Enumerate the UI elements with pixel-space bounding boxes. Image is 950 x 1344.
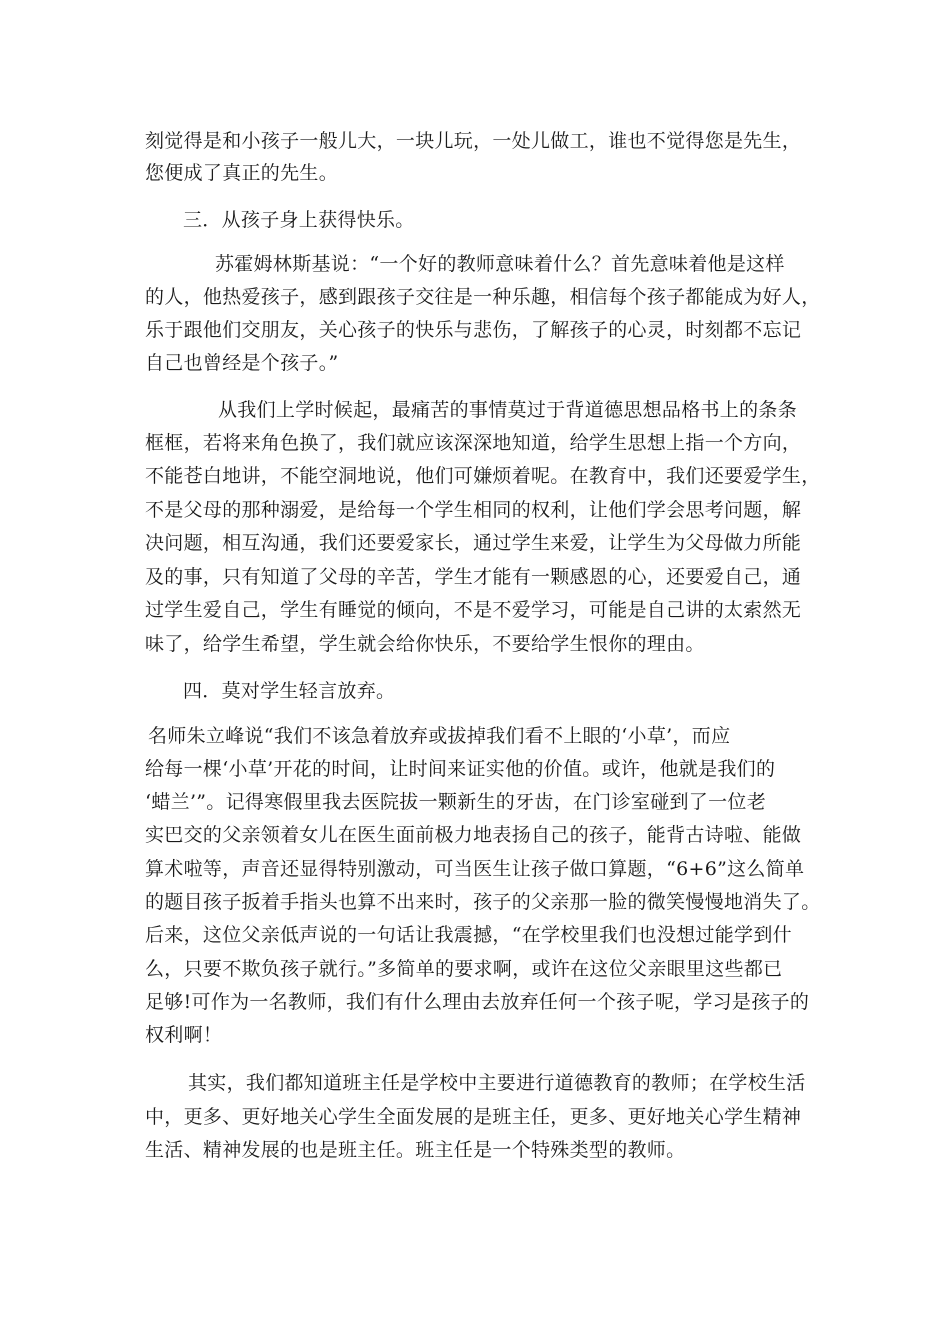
paragraph-line: 不能苍白地讲，不能空洞地说，他们可嫌烦着呢。在教育中，我们还要爱学生， [145, 465, 821, 487]
paragraph-line: 味了，给学生希望，学生就会给你快乐，不要给学生恨你的理由。 [145, 633, 705, 655]
paragraph-line: 中，更多、更好地关心学生全面发展的是班主任，更多、更好地关心学生精神 [145, 1106, 802, 1128]
paragraph-line: 名师朱立峰说“我们不该急着放弃或拔掉我们看不上眼的‘小草’，而应 [148, 725, 731, 747]
paragraph-line: 不是父母的那种溺爱，是给每一个学生相同的权利，让他们学会思考问题，解 [145, 499, 802, 521]
section-heading: 三．从孩子身上获得快乐。 [183, 209, 415, 231]
paragraph-line: 实巴交的父亲领着女儿在医生面前极力地表扬自己的孩子，能背古诗啦、能做 [145, 824, 802, 846]
paragraph-line: 从我们上学时候起，最痛苦的事情莫过于背道德思想品格书上的条条 [218, 399, 798, 421]
paragraph-line: 过学生爱自己，学生有睡觉的倾向，不是不爱学习，可能是自己讲的太索然无 [145, 599, 802, 621]
paragraph-line: ‘蜡兰’”。记得寒假里我去医院拔一颗新生的牙齿，在门诊室碰到了一位老 [145, 791, 766, 813]
section-heading: 四．莫对学生轻言放弃。 [183, 680, 396, 702]
paragraph-line: 乐于跟他们交朋友，关心孩子的快乐与悲伤，了解孩子的心灵，时刻都不忘记 [145, 319, 802, 341]
paragraph-line: 及的事，只有知道了父母的辛苦，学生才能有一颗感恩的心，还要爱自己，通 [145, 566, 802, 588]
paragraph-line: 生活、精神发展的也是班主任。班主任是一个特殊类型的教师。 [145, 1139, 686, 1161]
paragraph-line: 苏霍姆林斯基说：“一个好的教师意味着什么？首先意味着他是这样 [215, 253, 785, 275]
paragraph-line: 算术啦等，声音还显得特别激动，可当医生让孩子做口算题，“6+6”这么简单 [145, 858, 805, 880]
paragraph-line: 决问题，相互沟通，我们还要爱家长，通过学生来爱，让学生为父母做力所能 [145, 532, 802, 554]
paragraph-line: 的人，他热爱孩子，感到跟孩子交往是一种乐趣，相信每个孩子都能成为好人， [145, 286, 821, 308]
paragraph-line: 的题目孩子扳着手指头也算不出来时，孩子的父亲那一脸的微笑慢慢地消失了。 [145, 891, 821, 913]
paragraph-line: 后来，这位父亲低声说的一句话让我震撼，“在学校里我们也没想过能学到什 [145, 924, 792, 946]
paragraph-line: 框框，若将来角色换了，我们就应该深深地知道，给学生思想上指一个方向， [145, 432, 802, 454]
paragraph-line: 您便成了真正的先生。 [145, 162, 339, 184]
paragraph-line: 权利啊！ [145, 1024, 223, 1046]
paragraph-line: 自己也曾经是个孩子。” [145, 352, 339, 374]
paragraph-line: 刻觉得是和小孩子一般儿大，一块儿玩，一处儿做工，谁也不觉得您是先生， [145, 130, 802, 152]
paragraph-line: 其实，我们都知道班主任是学校中主要进行道德教育的教师；在学校生活 [188, 1072, 806, 1094]
paragraph-line: 么，只要不欺负孩子就行。”多简单的要求啊，或许在这位父亲眼里这些都已 [145, 958, 783, 980]
paragraph-line: 足够!可作为一名教师，我们有什么理由去放弃任何一个孩子呢，学习是孩子的 [145, 991, 810, 1013]
paragraph-line: 给每一棵‘小草’开花的时间，让时间来证实他的价值。或许，他就是我们的 [145, 758, 776, 780]
